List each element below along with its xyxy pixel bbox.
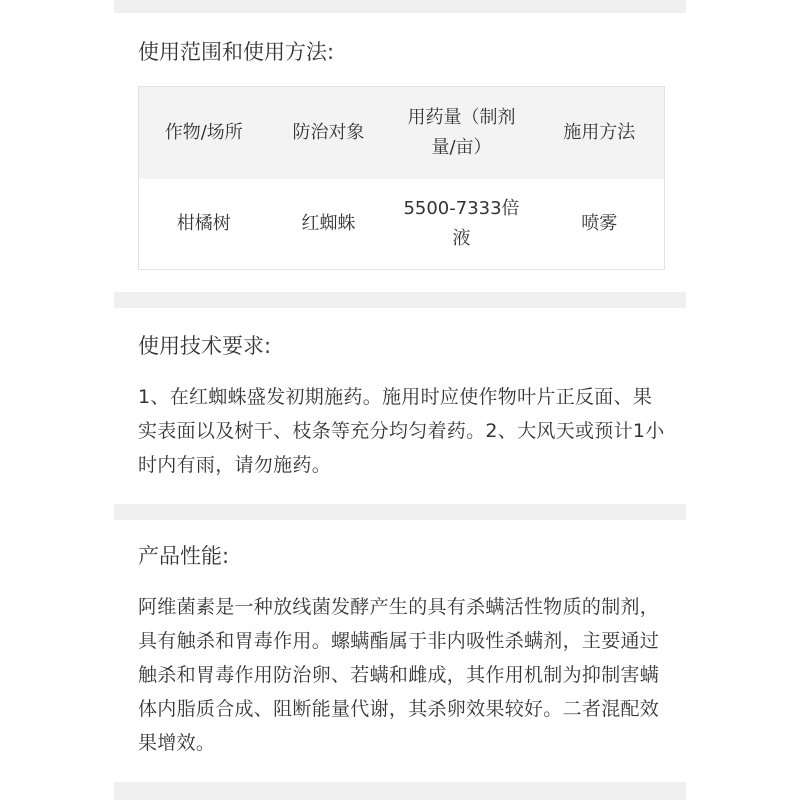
table-row [139,179,665,270]
column-header-dosage: 用药量（制剂量/亩） [389,87,535,180]
technical-section [138,330,666,482]
product-detail-page [114,0,686,800]
usage-table [138,86,665,270]
usage-heading: 使用范围和使用方法: [138,40,335,64]
column-header-crop: 作物/场所 [139,87,269,180]
usage-section [138,36,666,270]
section-divider [114,292,686,308]
section-divider [114,504,686,520]
cell-target: 红蜘蛛 [269,179,389,270]
cell-crop: 柑橘树 [139,179,269,270]
technical-text: 1、在红蜘蛛盛发初期施药。施用时应使作物叶片正反面、果实表面以及树干、枝条等充分均匀着药。2、大风天或预计1小时内有雨，请勿施药。 [138,386,665,476]
cell-method: 喷雾 [535,179,665,270]
column-header-method: 施用方法 [535,87,665,180]
column-header-target: 防治对象 [269,87,389,180]
section-divider [114,0,686,13]
performance-heading: 产品性能: [138,544,230,568]
performance-text: 阿维菌素是一种放线菌发酵产生的具有杀螨活性物质的制剂，具有触杀和胃毒作用。螺螨酯属于非内吸性杀螨剂，主要通过触杀和胃毒作用防治卵、若螨和雌成，其作用机制为抑制害螨体内脂质合成、阻断能量代谢，其杀卵效果较好。二者混配效果增效。 [138,596,660,754]
technical-heading: 使用技术要求: [138,334,272,358]
performance-section [138,540,666,760]
section-divider [114,782,686,800]
cell-dosage: 5500-7333倍液 [389,179,535,270]
table-header-row [139,87,665,180]
